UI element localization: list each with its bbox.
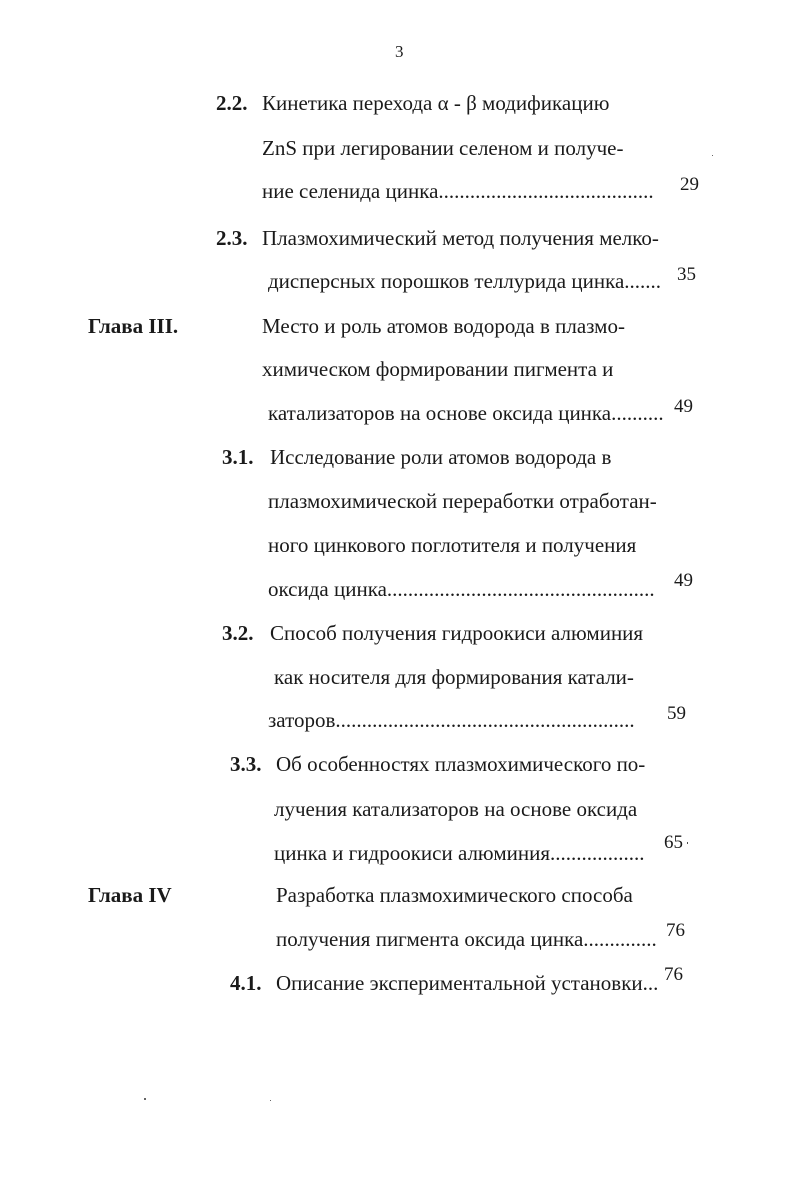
entry-line: получения пигмента оксида цинка.............. bbox=[276, 927, 657, 951]
entry-line: химическом формировании пигмента и bbox=[262, 357, 614, 381]
chapter-label: Глава III. bbox=[88, 314, 179, 338]
entry-line: ZnS при легировании селеном и получе- bbox=[262, 136, 624, 160]
section-number: 2.3. bbox=[216, 226, 248, 250]
entry-line: Описание экспериментальной установки... bbox=[276, 971, 659, 995]
entry-line: плазмохимической переработки отработан- bbox=[268, 489, 657, 513]
entry-line: Об особенностях плазмохимического по- bbox=[276, 752, 646, 776]
section-number: 3.1. bbox=[222, 445, 254, 469]
entry-line: заторов......................................................... bbox=[268, 708, 635, 732]
entry-line: Место и роль атомов водорода в плазмо- bbox=[262, 314, 625, 338]
entry-line: цинка и гидроокиси алюминия.................. bbox=[274, 841, 645, 865]
scan-speck bbox=[270, 1100, 271, 1101]
entry-line: дисперсных порошков теллурида цинка....... bbox=[268, 269, 662, 293]
chapter-label: Глава IV bbox=[88, 883, 172, 907]
section-number: 3.3. bbox=[230, 752, 262, 776]
entry-line: Кинетика перехода α - β модификацию bbox=[262, 91, 610, 115]
scan-speck bbox=[687, 842, 688, 844]
entry-line: лучения катализаторов на основе оксида bbox=[274, 797, 638, 821]
section-number: 2.2. bbox=[216, 91, 248, 115]
page-ref: 49 bbox=[674, 570, 693, 591]
page-ref: 49 bbox=[674, 396, 693, 417]
entry-line: катализаторов на основе оксида цинка.......... bbox=[268, 401, 664, 425]
entry-line: Исследование роли атомов водорода в bbox=[270, 445, 612, 469]
entry-line: Разработка плазмохимического способа bbox=[276, 883, 633, 907]
entry-line: Плазмохимический метод получения мелко- bbox=[262, 226, 659, 250]
entry-line: оксида цинка................................................... bbox=[268, 577, 655, 601]
page-ref: 76 bbox=[666, 920, 685, 941]
page-ref: 29 bbox=[680, 174, 699, 195]
entry-line: Способ получения гидроокиси алюминия bbox=[270, 621, 644, 645]
entry-line: ного цинкового поглотителя и получения bbox=[268, 533, 637, 557]
page-ref: 76 bbox=[664, 964, 683, 985]
section-number: 3.2. bbox=[222, 621, 254, 645]
page-ref: 59 bbox=[667, 703, 686, 724]
page-number: 3 bbox=[395, 42, 404, 61]
entry-line: как носителя для формирования катали- bbox=[274, 665, 634, 689]
scan-speck bbox=[144, 1098, 146, 1100]
page-ref: 65 bbox=[664, 832, 683, 853]
entry-line: ние селенида цинка......................................... bbox=[262, 179, 654, 203]
section-number: 4.1. bbox=[230, 971, 262, 995]
scan-speck bbox=[712, 155, 713, 156]
page-ref: 35 bbox=[677, 264, 696, 285]
